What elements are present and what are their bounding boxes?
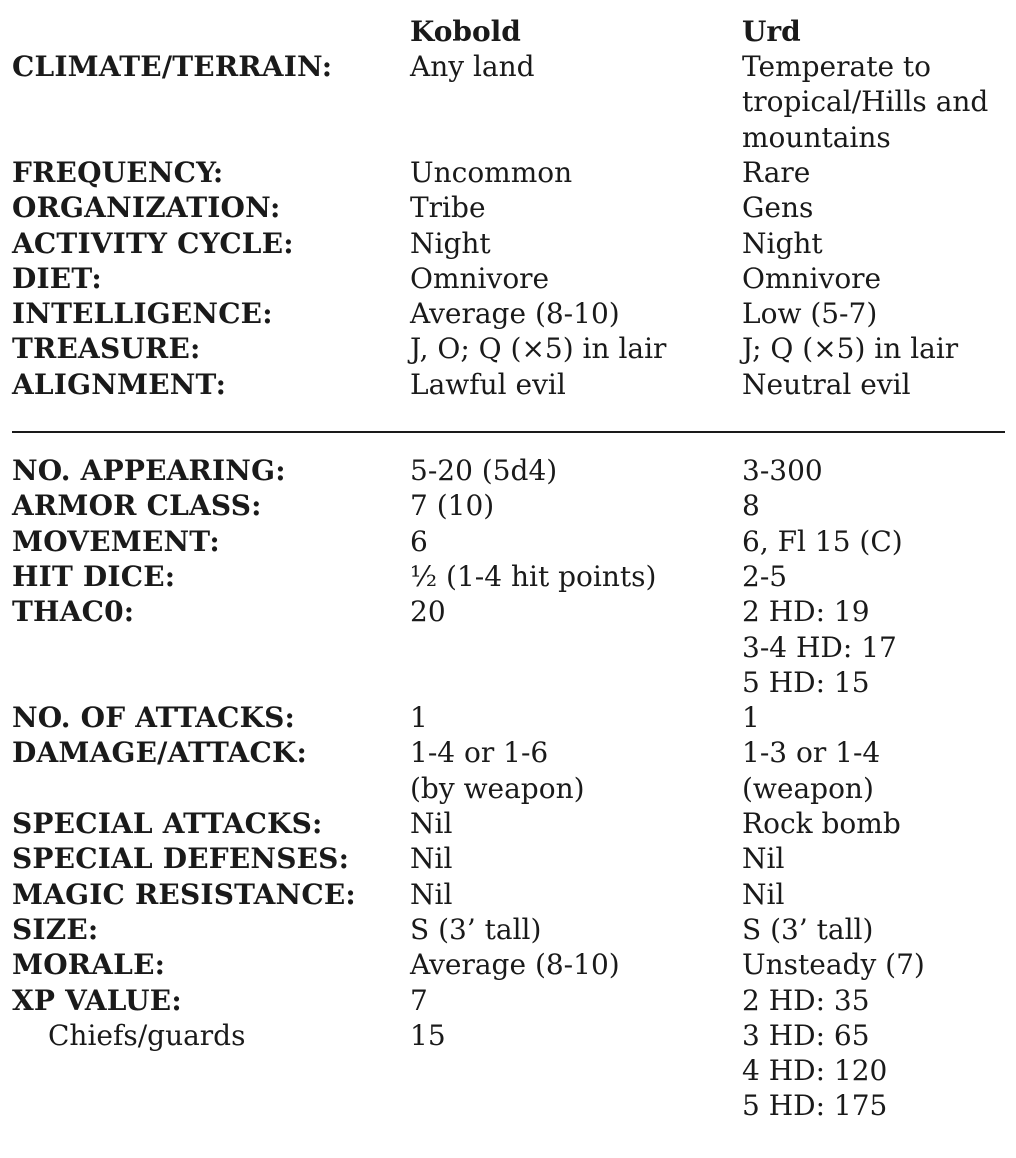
- stat-label: XP VALUE:: [12, 983, 182, 1017]
- urd-value: 4 HD: 120: [742, 1054, 888, 1088]
- section-divider: [12, 431, 1005, 433]
- stat-row: [0, 735, 1016, 771]
- kobold-value: 1-4 or 1-6: [410, 736, 549, 770]
- stat-row: [0, 806, 1016, 842]
- kobold-value: Nil: [410, 842, 453, 876]
- stat-row: [0, 877, 1016, 913]
- urd-column-header: Urd: [742, 15, 801, 48]
- urd-value: Omnivore: [742, 261, 882, 295]
- kobold-column-header: Kobold: [410, 15, 521, 48]
- urd-value: 1-3 or 1-4: [742, 736, 881, 770]
- stat-label: DIET:: [12, 261, 102, 295]
- urd-value: 1: [742, 701, 760, 735]
- stat-label: HIT DICE:: [12, 559, 176, 593]
- urd-value: 5 HD: 175: [742, 1089, 888, 1123]
- kobold-value: ½ (1-4 hit points): [410, 559, 657, 593]
- stat-label: ORGANIZATION:: [12, 191, 281, 225]
- urd-value: tropical/Hills and: [742, 85, 989, 119]
- stat-row: [0, 367, 1016, 403]
- urd-value: 5 HD: 15: [742, 665, 870, 699]
- kobold-value: 7: [410, 983, 428, 1017]
- stat-label: SPECIAL DEFENSES:: [12, 842, 350, 876]
- urd-value: Neutral evil: [742, 367, 911, 401]
- kobold-value: 20: [410, 595, 446, 629]
- kobold-value: S (3’ tall): [410, 912, 542, 946]
- urd-value: Nil: [742, 877, 785, 911]
- stat-row-continuation: [0, 1088, 1016, 1124]
- urd-value: Gens: [742, 191, 814, 225]
- stat-row: [0, 453, 1016, 489]
- stat-row: [0, 331, 1016, 367]
- urd-value: 3 HD: 65: [742, 1018, 870, 1052]
- urd-value: Unsteady (7): [742, 948, 925, 982]
- stat-row: [0, 947, 1016, 983]
- kobold-value: Nil: [410, 807, 453, 840]
- stat-label: SPECIAL ATTACKS:: [12, 807, 323, 840]
- kobold-value: Average (8-10): [410, 948, 620, 982]
- stat-row: [0, 559, 1016, 595]
- stat-row: [0, 190, 1016, 226]
- stat-row: [0, 296, 1016, 332]
- kobold-value: 7 (10): [410, 489, 495, 523]
- stat-row: [0, 983, 1016, 1019]
- kobold-value: 1: [410, 701, 428, 735]
- kobold-value: Omnivore: [410, 261, 550, 295]
- stat-row: [0, 155, 1016, 191]
- stat-label: NO. OF ATTACKS:: [12, 701, 296, 735]
- stat-label: FREQUENCY:: [12, 155, 224, 189]
- stat-label: MAGIC RESISTANCE:: [12, 877, 356, 911]
- urd-value: Low (5-7): [742, 297, 878, 331]
- urd-value: 8: [742, 489, 760, 523]
- stat-row: [0, 226, 1016, 262]
- urd-value: Night: [742, 226, 823, 260]
- stat-row-continuation: [0, 665, 1016, 701]
- kobold-value: 15: [410, 1018, 446, 1052]
- stat-row-continuation: [0, 771, 1016, 807]
- stat-row-continuation: [0, 1053, 1016, 1089]
- stat-row: [0, 912, 1016, 948]
- urd-value: 3-300: [742, 454, 823, 487]
- kobold-value: Lawful evil: [410, 367, 566, 401]
- stat-label: THAC0:: [12, 595, 135, 629]
- kobold-value: (by weapon): [410, 771, 585, 805]
- urd-value: 2 HD: 35: [742, 983, 870, 1017]
- urd-value: mountains: [742, 120, 891, 154]
- urd-value: 6, Fl 15 (C): [742, 524, 903, 558]
- stat-row-continuation: [0, 84, 1016, 120]
- stat-label: INTELLIGENCE:: [12, 297, 273, 331]
- kobold-value: Uncommon: [410, 155, 573, 189]
- stat-row-continuation: [0, 120, 1016, 156]
- urd-value: 2 HD: 19: [742, 595, 870, 629]
- stat-label: MOVEMENT:: [12, 524, 220, 558]
- stat-label: MORALE:: [12, 948, 166, 982]
- column-header-row: [0, 14, 1016, 50]
- kobold-value: Night: [410, 226, 491, 260]
- kobold-value: Tribe: [410, 191, 486, 225]
- urd-value: Rare: [742, 155, 811, 189]
- stat-row: [0, 261, 1016, 297]
- stat-row: [0, 841, 1016, 877]
- urd-value: J; Q (×5) in lair: [742, 332, 959, 366]
- stat-row-continuation: [0, 630, 1016, 666]
- urd-value: 2-5: [742, 559, 788, 593]
- stat-row: [0, 700, 1016, 736]
- urd-value: S (3’ tall): [742, 912, 874, 946]
- stat-label: ALIGNMENT:: [12, 367, 227, 401]
- kobold-value: J, O; Q (×5) in lair: [410, 332, 667, 366]
- urd-value: 3-4 HD: 17: [742, 630, 897, 664]
- kobold-value: 6: [410, 524, 428, 558]
- stat-label: ACTIVITY CYCLE:: [12, 226, 294, 260]
- urd-value: Nil: [742, 842, 785, 876]
- stat-row: [0, 49, 1016, 85]
- stat-label: ARMOR CLASS:: [12, 489, 262, 523]
- stat-label: Chiefs/guards: [48, 1018, 246, 1052]
- stat-row: [0, 1018, 1016, 1054]
- stat-label: TREASURE:: [12, 332, 201, 366]
- kobold-value: Any land: [410, 50, 535, 83]
- kobold-value: 5-20 (5d4): [410, 454, 558, 487]
- urd-value: Temperate to: [742, 50, 932, 83]
- stat-row: [0, 524, 1016, 560]
- kobold-value: Average (8-10): [410, 297, 620, 331]
- stat-row: [0, 488, 1016, 524]
- stat-row: [0, 594, 1016, 630]
- stat-label: SIZE:: [12, 912, 99, 946]
- stat-label: CLIMATE/TERRAIN:: [12, 50, 333, 83]
- kobold-value: Nil: [410, 877, 453, 911]
- stat-label: NO. APPEARING:: [12, 454, 286, 487]
- urd-value: (weapon): [742, 771, 874, 805]
- urd-value: Rock bomb: [742, 807, 901, 840]
- stat-label: DAMAGE/ATTACK:: [12, 736, 308, 770]
